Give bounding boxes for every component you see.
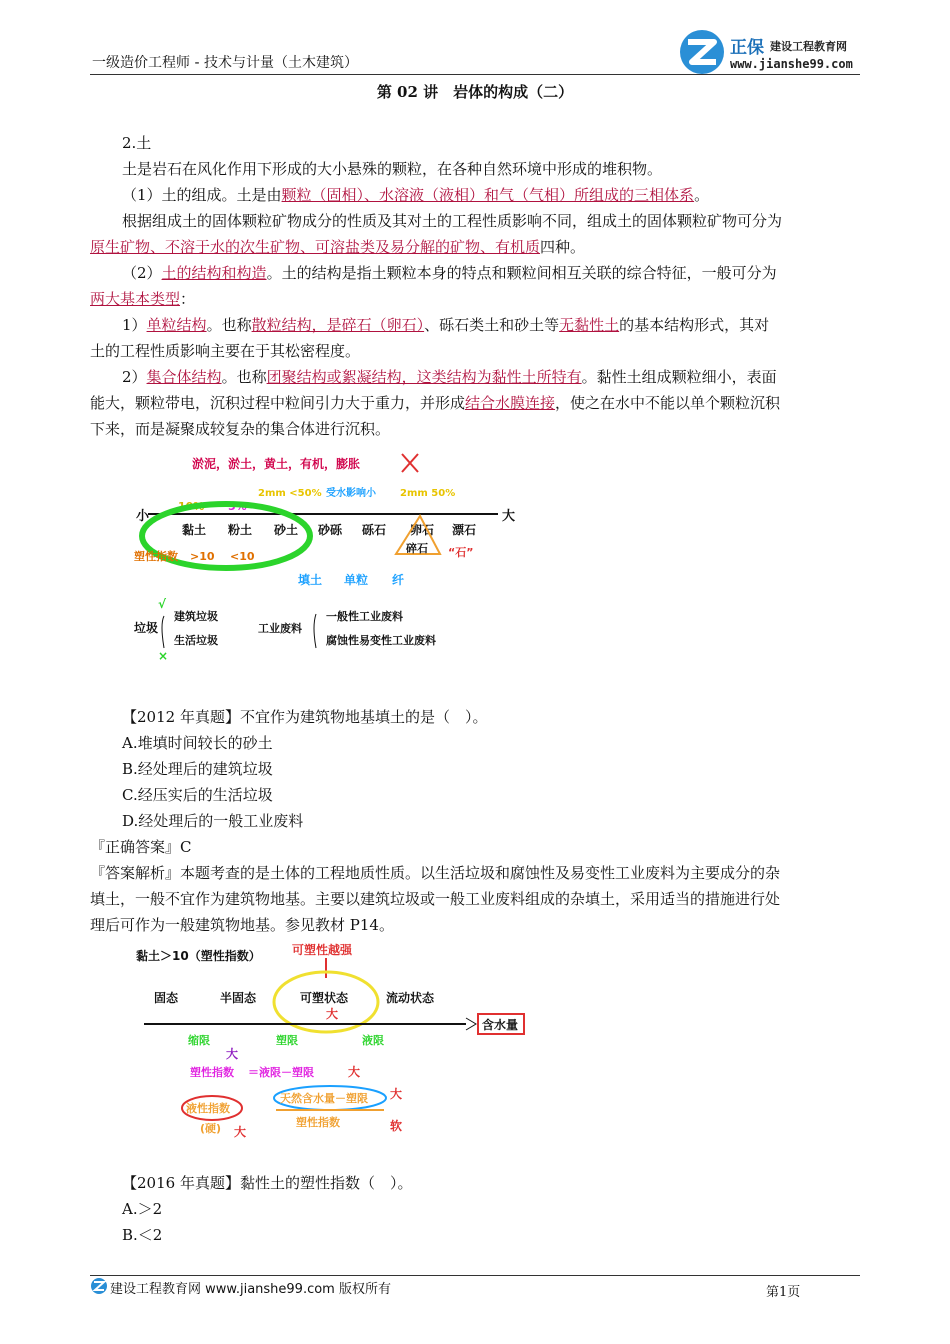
footer-logo-icon xyxy=(90,1277,108,1295)
page-number: 第1页 xyxy=(766,1285,801,1300)
logo-name: 建设工程教育网 xyxy=(770,40,847,53)
mm-left: 2mm <50% xyxy=(258,488,322,499)
big-label: 大 xyxy=(234,1125,247,1139)
option-c: C.经压实后的生活垃圾 xyxy=(122,786,273,804)
scale-big: 大 xyxy=(502,509,516,524)
analysis: 『答案解析』本题考查的是土体的工程地质性质。以生活垃圾和腐蚀性及易变性工业废料为主要成分的杂 xyxy=(90,864,781,882)
mm-right: 2mm 50% xyxy=(400,488,456,499)
building-waste: 建筑垃圾 xyxy=(174,610,218,623)
pct-10: 10% xyxy=(178,500,205,513)
state-fluid: 流动状态 xyxy=(386,991,435,1005)
section-heading: 2.土 xyxy=(122,134,152,152)
single-grain: 单粒 xyxy=(344,573,369,587)
footer-divider xyxy=(90,1275,860,1276)
state-plastic: 可塑状态 xyxy=(300,991,349,1005)
paragraph: 2）集合体结构。也称团聚结构或絮凝结构，这类结构为黏性土所特有。黏性土组成颗粒细小，表面 xyxy=(122,368,777,386)
soil-silt: 粉土 xyxy=(228,523,253,537)
consistency-limits-diagram xyxy=(130,940,540,1140)
plasticity-stronger: 可塑性越强 xyxy=(292,943,353,957)
option-a: A.堆填时间较长的砂土 xyxy=(122,734,273,752)
pi-formula: ＝液限－塑限 xyxy=(248,1066,314,1079)
option-b: B.经处理后的建筑垃圾 xyxy=(122,760,273,778)
liquidity-index: 液性指数 xyxy=(186,1102,230,1115)
question-stem: 【2012 年真题】不宜作为建筑物地基填土的是（ ）。 xyxy=(122,708,488,726)
soil-boulder: 漂石 xyxy=(452,523,477,537)
paragraph: 原生矿物、不溶于水的次生矿物、可溶盐类及易分解的矿物、有机质四种。 xyxy=(90,238,586,256)
brace-icon xyxy=(314,614,316,648)
right-arrow-icon xyxy=(466,1018,476,1030)
logo-brand: 正保 xyxy=(730,38,764,58)
paragraph: 1）单粒结构。也称散粒结构，是碎石（卵石）、砾石类土和砂土等无黏性土的基本结构形式，其对 xyxy=(122,316,770,334)
big-label: 大 xyxy=(226,1047,239,1061)
paragraph: （2）土的结构和构造。土的结构是指土颗粒本身的特点和颗粒间相互关联的综合特征，一般可分为 xyxy=(122,264,777,282)
water-effect: 受水影响小 xyxy=(326,488,376,499)
soil-sandgravel: 砂砾 xyxy=(318,523,343,537)
check-mark-icon: √ xyxy=(158,597,167,611)
analysis: 理后可作为一般建筑物地基。参见教材 P14。 xyxy=(90,916,394,934)
header-course-title: 一级造价工程师 - 技术与计量（土木建筑） xyxy=(92,55,358,71)
soil-sand: 砂土 xyxy=(274,523,299,537)
option-a: A.＞2 xyxy=(122,1200,163,1218)
paragraph: 土的工程性质影响主要在于其松密程度。 xyxy=(90,342,361,360)
correct-answer: 『正确答案』C xyxy=(90,838,192,856)
plastic-index: 塑性指数 xyxy=(134,550,178,563)
soil-clay: 黏土 xyxy=(182,523,207,537)
stone-label: “石” xyxy=(448,546,474,559)
paragraph: 根据组成土的固体颗粒矿物成分的性质及其对土的工程性质影响不同，组成土的固体颗粒矿物可分为 xyxy=(122,212,783,230)
page-title: 第 02 讲 岩体的构成（二） xyxy=(376,83,574,101)
pct-5: 5% xyxy=(228,500,247,513)
soil-classification-diagram xyxy=(130,448,530,668)
footer-copyright: 建设工程教育网 www.jianshe99.com 版权所有 xyxy=(110,1282,391,1297)
industrial-waste: 工业废料 xyxy=(258,622,302,635)
li-denominator: 塑性指数 xyxy=(296,1116,340,1129)
logo-url: www.jianshe99.com xyxy=(730,57,853,71)
question-stem: 【2016 年真题】黏性土的塑性指数（ ）。 xyxy=(122,1174,413,1192)
water-content: 含水量 xyxy=(482,1018,519,1032)
state-solid: 固态 xyxy=(154,991,179,1005)
liquid-limit: 液限 xyxy=(362,1034,384,1047)
paragraph: 下来，而是凝聚成较复杂的集合体进行沉积。 xyxy=(90,420,391,438)
li-numerator: 天然含水量－塑限 xyxy=(280,1092,368,1105)
fill-soil: 填土 xyxy=(298,573,323,587)
clay-pi: 黏土＞10（塑性指数） xyxy=(136,949,261,963)
paragraph: （1）土的组成。土是由颗粒（固相）、水溶液（液相）和气（气相）所组成的三相体系。 xyxy=(122,186,710,204)
paragraph: 两大基本类型： xyxy=(90,290,196,308)
soil-pebble: 卵石 xyxy=(410,523,435,537)
logo-icon xyxy=(676,28,732,76)
hard-label: (硬) xyxy=(200,1122,222,1135)
analysis: 填土，一般不宜作为建筑物地基。主要以建筑垃圾或一般工业废料组成的杂填土，采用适当的措施进行处 xyxy=(90,890,781,908)
big-label: 大 xyxy=(326,1007,339,1021)
scale-small: 小 xyxy=(136,509,150,524)
general-industrial: 一般性工业废料 xyxy=(326,610,403,623)
crushed-stone: 碎石 xyxy=(406,542,428,555)
big-label: 大 xyxy=(348,1065,361,1079)
cross-mark-icon xyxy=(402,454,418,472)
diagram1-top: 淤泥，淤土，黄土，有机，膨胀 xyxy=(192,457,361,471)
lt10: <10 xyxy=(230,550,255,563)
corrosive-industrial: 腐蚀性易变性工业废料 xyxy=(326,634,436,647)
state-semisolid: 半固态 xyxy=(220,991,257,1005)
shrink-limit: 缩限 xyxy=(188,1034,210,1047)
option-d: D.经处理后的一般工业废料 xyxy=(122,812,304,830)
plastic-limit: 塑限 xyxy=(276,1034,298,1047)
soil-gravel: 砾石 xyxy=(362,523,387,537)
fine: 纤 xyxy=(392,573,405,587)
paragraph: 能大，颗粒带电，沉积过程中粒间引力大于重力，并形成结合水膜连接，使之在水中不能以单个颗粒沉积 xyxy=(90,394,781,412)
gt10: >10 xyxy=(190,550,215,563)
garbage: 垃圾 xyxy=(134,621,159,635)
brace-icon xyxy=(162,616,164,648)
paragraph: 土是岩石在风化作用下形成的大小悬殊的颗粒，在各种自然环境中形成的堆积物。 xyxy=(122,160,663,178)
big-label: 大 xyxy=(390,1087,403,1101)
life-waste: 生活垃圾 xyxy=(174,634,218,647)
cross-icon: × xyxy=(158,649,169,663)
soft-label: 软 xyxy=(390,1119,403,1133)
option-b: B.＜2 xyxy=(122,1226,163,1244)
plasticity-index: 塑性指数 xyxy=(190,1066,234,1079)
